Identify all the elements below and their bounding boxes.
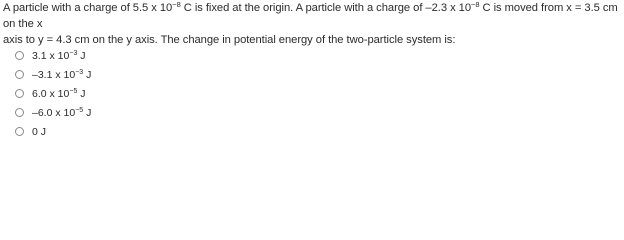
radio-button-icon[interactable] xyxy=(15,89,24,98)
answer-option-label: –6.0 x $10^{-5}$ J xyxy=(32,106,92,119)
answer-option-3[interactable] xyxy=(15,84,91,103)
answer-option-1[interactable] xyxy=(15,46,91,65)
answer-option-4[interactable] xyxy=(15,103,91,122)
exponent: −5 xyxy=(69,87,78,95)
answer-option-label: 3.1 x $10^{-3}$ J xyxy=(32,49,86,62)
radio-button-icon[interactable] xyxy=(15,51,24,60)
answer-option-label: –3.1 x $10^{-3}$ J xyxy=(32,68,92,81)
answer-option-label: 0 J xyxy=(32,125,47,138)
answer-option-2[interactable] xyxy=(15,65,91,84)
exponent: −8 xyxy=(172,0,181,9)
radio-button-icon[interactable] xyxy=(15,127,24,136)
radio-button-icon[interactable] xyxy=(15,70,24,79)
exponent: −5 xyxy=(75,106,84,114)
answer-option-label: 6.0 x $10^{-5}$ J xyxy=(32,87,86,100)
exponent: −3 xyxy=(69,49,78,57)
question-line2: axis to y = 4.3 cm on the y axis. The change in potential energy of the two-particle system is: xyxy=(3,34,456,46)
question-line1: A particle with a charge of 5.5 x $10^{-8}$ C is fixed at the origin. A particle with a charge of –2.3 x $10^{-8}$ C is moved from x = 3.5 cm on the x xyxy=(3,0,618,30)
question-text xyxy=(3,0,621,48)
exponent: −3 xyxy=(75,68,84,76)
answer-options xyxy=(15,46,91,141)
exponent: −8 xyxy=(471,0,480,9)
answer-option-5[interactable] xyxy=(15,122,91,141)
radio-button-icon[interactable] xyxy=(15,108,24,117)
